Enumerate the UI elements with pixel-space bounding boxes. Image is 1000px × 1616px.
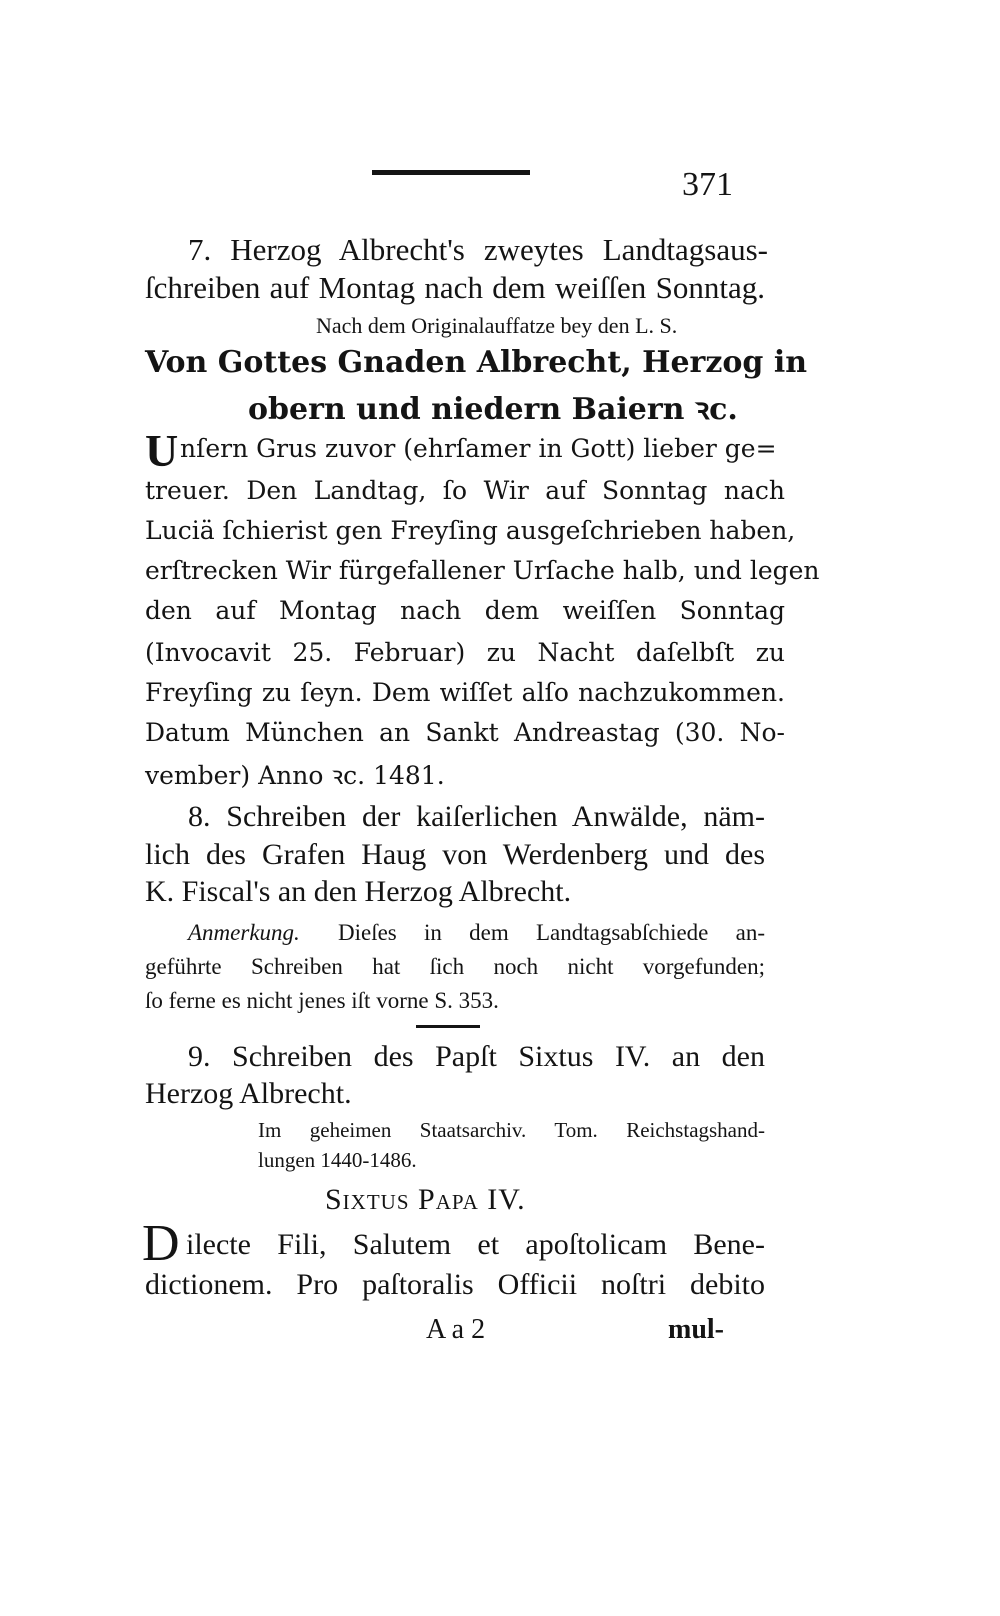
section9-body-line-2: dictionem. Pro paſtoralis Officii noſtri debito bbox=[145, 1268, 765, 1301]
header-rule bbox=[372, 170, 530, 175]
section7-body-line-7: Freyſing zu ſeyn. Dem wiſſet alſo nachzukommen. bbox=[145, 678, 785, 707]
section7-body-line-5: den auf Montag nach dem weiſſen Sonntag bbox=[145, 596, 785, 625]
section9-source-line-2: lungen 1440-1486. bbox=[258, 1148, 417, 1172]
section8-heading-line-2: lich des Grafen Haug von Werdenberg und des bbox=[145, 838, 765, 871]
section7-title-line-2: obern und niedern Baiern ꝛc. bbox=[248, 392, 738, 427]
section8-note-label: Anmerkung. bbox=[188, 920, 300, 945]
section7-heading-line-1: 7. Herzog Albrecht's zweytes Landtagsaus- bbox=[188, 232, 768, 267]
section7-title-line-1: Von Gottes Gnaden Albrecht, Herzog in bbox=[145, 345, 808, 380]
section7-body-line-4: erſtrecken Wir fürgefallener Urſache halb, und legen bbox=[145, 556, 820, 585]
section7-body-line-8: Datum München an Sankt Andreastag (30. No- bbox=[145, 718, 785, 747]
section7-body-line-2: treuer. Den Landtag, ſo Wir auf Sonntag nach bbox=[145, 476, 785, 505]
page-number: 371 bbox=[682, 166, 733, 203]
section7-body-line-3: Luciä ſchierist gen Freyſing ausgeſchrieben haben, bbox=[145, 516, 796, 545]
section9-drop-initial: D bbox=[142, 1215, 180, 1272]
section8-heading-line-1: 8. Schreiben der kaiſerlichen Anwälde, näm- bbox=[188, 800, 765, 833]
section9-source-line-1: Im geheimen Staatsarchiv. Tom. Reichstagshand- bbox=[258, 1118, 765, 1142]
section9-body-line-1: ilecte Fili, Salutem et apoſtolicam Bene- bbox=[186, 1228, 765, 1261]
section-divider-rule bbox=[416, 1025, 480, 1028]
section8-note-line-1: Dieſes in dem Landtagsabſchiede an- bbox=[338, 920, 765, 945]
section7-source: Nach dem Originalauffatze bey den L. S. bbox=[316, 313, 678, 338]
section7-body-line-6: (Invocavit 25. Februar) zu Nacht daſelbſt zu bbox=[145, 638, 785, 667]
catchword: mul- bbox=[668, 1314, 724, 1345]
section9-heading-line-1: 9. Schreiben des Papſt Sixtus IV. an den bbox=[188, 1040, 765, 1073]
section7-heading-line-2: ſchreiben auf Montag nach dem weiſſen Sonntag. bbox=[145, 270, 765, 305]
section8-heading-line-3: K. Fiscal's an den Herzog Albrecht. bbox=[145, 875, 572, 908]
section8-note-line-2: geführte Schreiben hat ſich noch nicht vorgefunden; bbox=[145, 954, 765, 979]
section7-body-line-9: vember) Anno ꝛc. 1481. bbox=[145, 761, 445, 790]
section9-salutation: Sixtus Papa IV. bbox=[325, 1183, 526, 1216]
signature-mark: A a 2 bbox=[426, 1314, 486, 1345]
section7-drop-initial: U bbox=[145, 425, 179, 476]
section8-note-line-3: ſo ferne es nicht jenes iſt vorne S. 353. bbox=[145, 988, 499, 1013]
section9-heading-line-2: Herzog Albrecht. bbox=[145, 1077, 352, 1110]
section7-body-line-1: nſern Grus zuvor (ehrſamer in Gott) lieber ge= bbox=[180, 434, 777, 463]
